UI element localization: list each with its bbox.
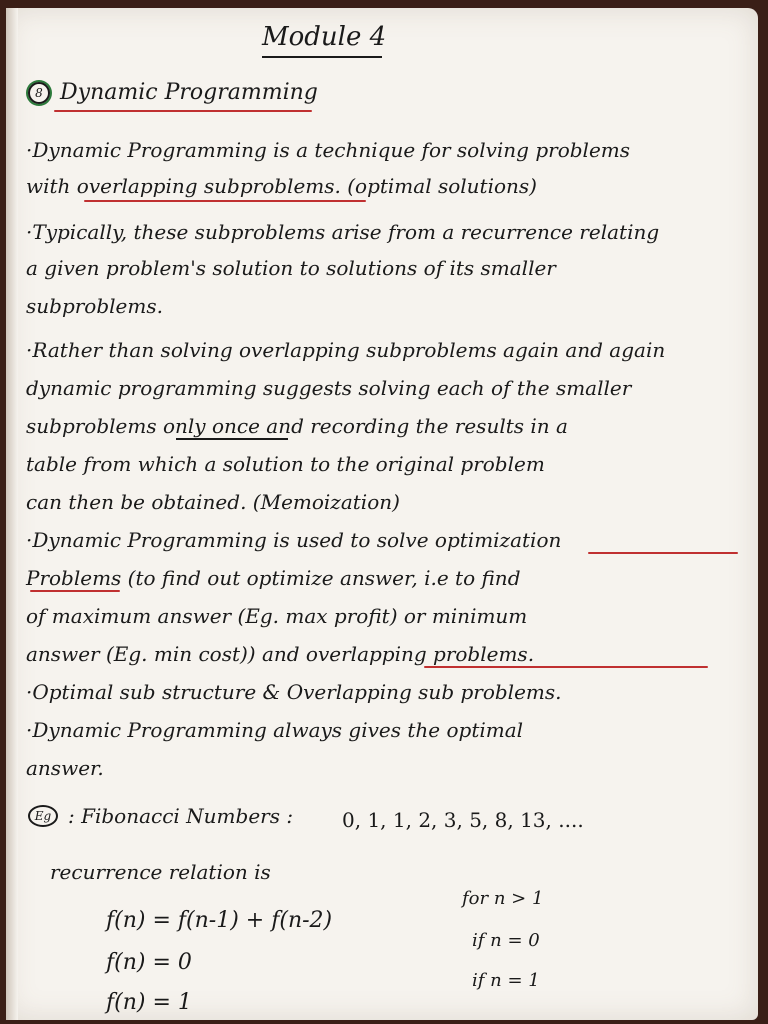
section-heading [28,80,318,105]
problems-underline [30,590,120,592]
note-line: subproblems only once and recording the results in a [26,414,568,438]
formula-expression: f(n) = 1 [106,990,192,1015]
formula-condition: if n = 0 [472,930,540,951]
fibonacci-sequence: 0, 1, 1, 2, 3, 5, 8, 13, .... [342,808,584,832]
formula-expression: f(n) = f(n-1) + f(n-2) [106,908,333,933]
note-line: can then be obtained. (Memoization) [26,490,400,514]
note-line: a given problem's solution to solutions of its smaller [26,256,556,280]
example-label: : Fibonacci Numbers : [68,804,294,828]
page-binding [6,8,18,1020]
section-heading-text: Dynamic Programming [60,80,318,105]
notebook-page [6,8,758,1020]
overlapping-subproblems-underline [84,200,366,202]
note-line: dynamic programming suggests solving each of the smaller [26,376,632,400]
note-line: answer. [26,756,104,780]
note-line: with overlapping subproblems. (optimal solutions) [26,174,537,198]
heading-underline [54,110,312,112]
note-line: ·Dynamic Programming always gives the optimal [26,718,524,742]
title-underline [262,56,382,58]
note-line: ·Rather than solving overlapping subproblems again and again [26,338,666,362]
note-line: ·Dynamic Programming is a technique for solving problems [26,138,631,162]
page-title: Module 4 [262,22,387,52]
recurrence-intro: recurrence relation is [50,860,271,884]
note-line: of maximum answer (Eg. max profit) or minimum [26,604,528,628]
section-number-badge: 8 [28,82,50,104]
note-line: table from which a solution to the original problem [26,452,545,476]
formula-expression: f(n) = 0 [106,950,192,975]
note-line: ·Optimal sub structure & Overlapping sub problems. [26,680,562,704]
note-line: answer (Eg. min cost)) and overlapping problems. [26,642,535,666]
formula-condition: for n > 1 [462,888,544,909]
overlapping-problems-underline [424,666,708,668]
formula-condition: if n = 1 [472,970,540,991]
example-heading [28,804,293,828]
note-line: ·Dynamic Programming is used to solve optimization [26,528,562,552]
note-line: ·Typically, these subproblems arise from a recurrence relating [26,220,660,244]
note-line: Problems (to find out optimize answer, i.e to find [26,566,521,590]
example-badge: Eg [28,805,58,827]
note-line: subproblems. [26,294,163,318]
optimization-underline [588,552,738,554]
only-once-underline [176,438,288,440]
